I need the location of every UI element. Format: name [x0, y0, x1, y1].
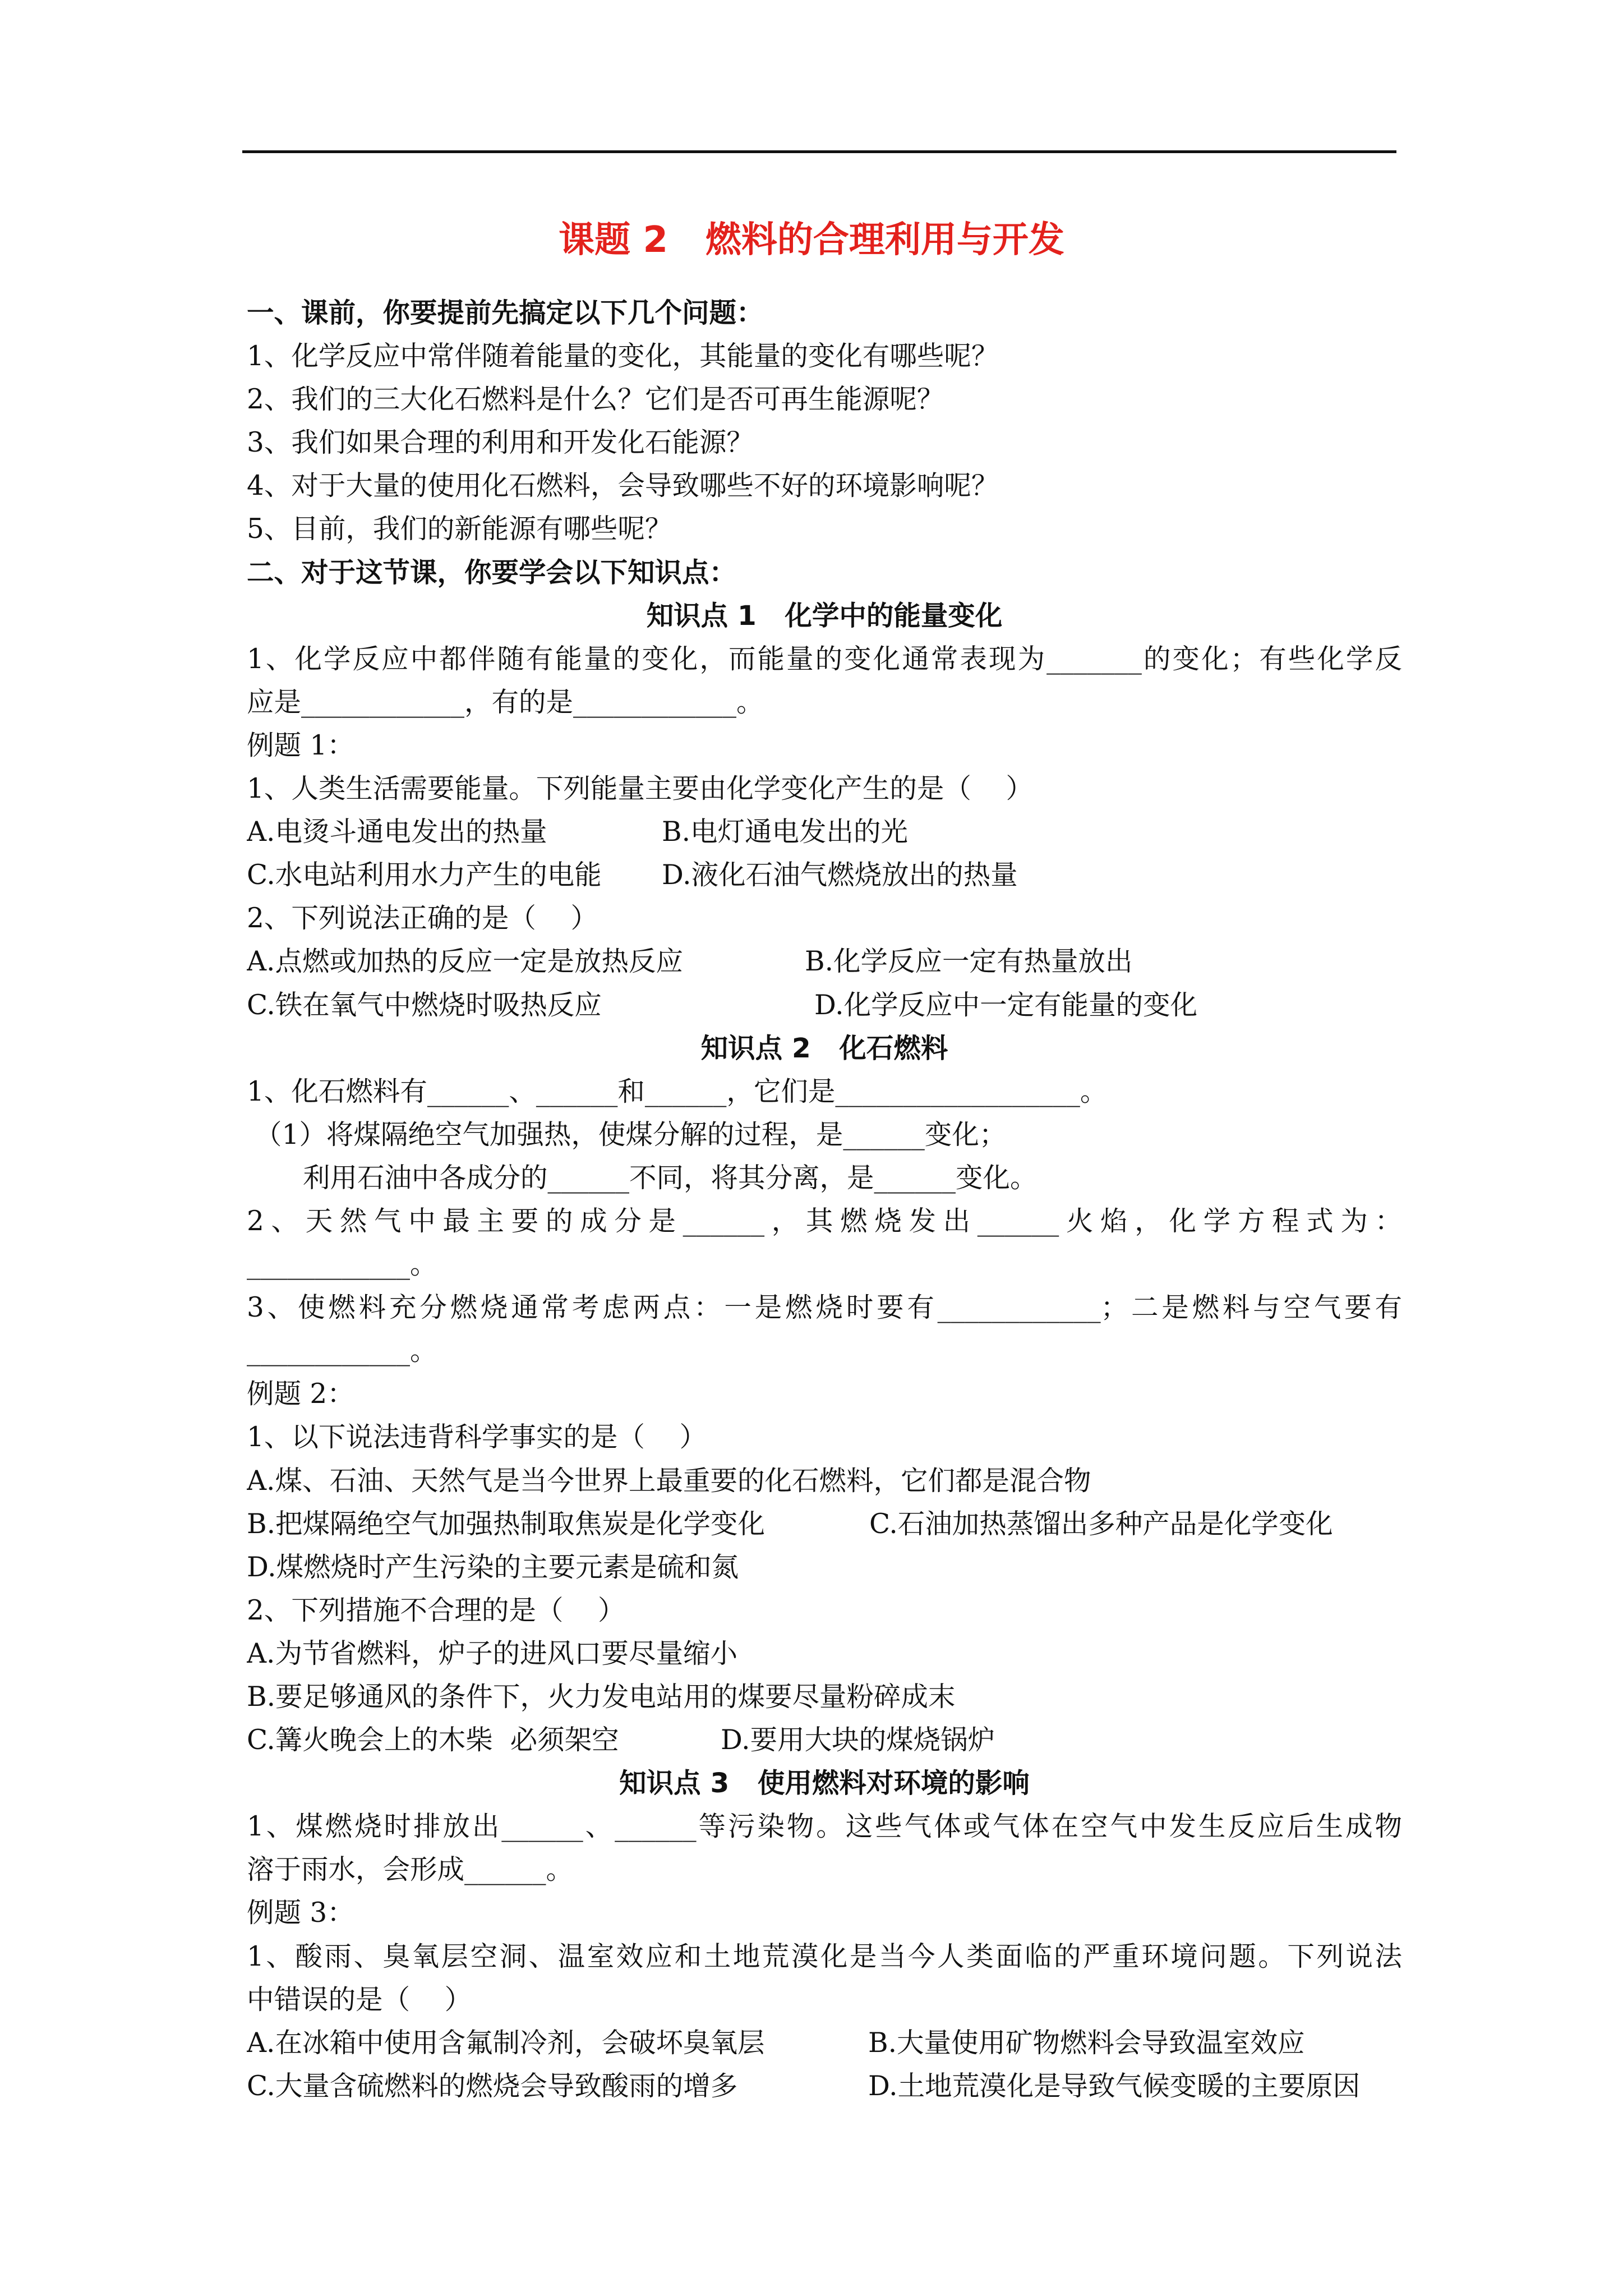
option-d: D.要用大块的煤烧锅炉 — [721, 1724, 995, 1756]
kp3-question1-line2: 溶于雨水，会形成______。 — [247, 1854, 574, 1886]
example2-label: 例题 2： — [247, 1378, 354, 1410]
kp2-question2-line2: ____________。 — [247, 1249, 437, 1281]
example2-q2-options-cd — [247, 1719, 1402, 1762]
page-title: 课题 2 燃料的合理利用与开发 — [559, 219, 1064, 261]
example2-q2-option-a: A.为节省燃料，炉子的进风口要尽量缩小 — [247, 1637, 737, 1669]
example1-q1-options-ab — [247, 811, 1402, 854]
kp2-question3-line2: ____________。 — [247, 1335, 437, 1367]
header-rule — [242, 150, 1396, 153]
example1-q2-stem: 2、下列说法正确的是（ ） — [247, 903, 598, 935]
option-b: B.把煤隔绝空气加强热制取焦炭是化学变化 — [247, 1508, 766, 1540]
option-a: A.在冰箱中使用含氟制冷剂，会破坏臭氧层 — [247, 2027, 765, 2059]
option-c: C.篝火晚会上的木柴 必须架空 — [247, 1724, 619, 1756]
option-c: C.石油加热蒸馏出多种产品是化学变化 — [869, 1508, 1333, 1540]
option-b: B.电灯通电发出的光 — [662, 816, 909, 848]
section1-heading: 一、课前，你要提前先搞定以下几个问题： — [247, 297, 764, 329]
option-a: A.点燃或加热的反应一定是放热反应 — [247, 946, 683, 978]
example2-q2-option-b: B.要足够通风的条件下，火力发电站用的煤要尽量粉碎成末 — [247, 1681, 956, 1713]
example1-label: 例题 1： — [247, 729, 354, 761]
kp2-title: 知识点 2 化石燃料 — [700, 1032, 948, 1064]
worksheet-body — [247, 292, 1402, 2108]
option-d: D.化学反应中一定有能量的变化 — [814, 989, 1198, 1021]
prep-question-3: 3、我们如果合理的利用和开发化石能源？ — [247, 427, 754, 459]
example1-q2-options-cd — [247, 984, 1402, 1027]
option-a: A.电烫斗通电发出的热量 — [247, 816, 547, 848]
kp2-question2-line1: 2、天然气中最主要的成分是______，其燃烧发出______火焰，化学方程式为： — [247, 1205, 1402, 1237]
example3-q1-stem-line2: 中错误的是（ ） — [247, 1984, 472, 2016]
kp2-question3-line1: 3、使燃料充分燃烧通常考虑两点：一是燃烧时要有____________；二是燃料与空气要有 — [247, 1292, 1402, 1324]
option-b: B.大量使用矿物燃料会导致温室效应 — [868, 2027, 1305, 2059]
kp2-question1-sub1: （1）将煤隔绝空气加强热，使煤分解的过程，是______变化； — [255, 1119, 1007, 1151]
option-c: C.水电站利用水力产生的电能 — [247, 859, 602, 891]
prep-question-1: 1、化学反应中常伴随着能量的变化，其能量的变化有哪些呢？ — [247, 341, 999, 372]
prep-question-5: 5、目前，我们的新能源有哪些呢？ — [247, 513, 672, 545]
kp2-question1: 1、化石燃料有______、______和______，它们是__________________。 — [247, 1075, 1108, 1107]
example2-q1-options-bc — [247, 1503, 1402, 1546]
example2-q1-option-a: A.煤、石油、天然气是当今世界上最重要的化石燃料，它们都是混合物 — [247, 1465, 1091, 1497]
example3-q1-options-ab — [247, 2022, 1402, 2065]
example3-q1-options-cd — [247, 2065, 1402, 2108]
example1-q1-stem: 1、人类生活需要能量。下列能量主要由化学变化产生的是（ ） — [247, 773, 1034, 805]
prep-question-2: 2、我们的三大化石燃料是什么？它们是否可再生能源呢？ — [247, 384, 944, 416]
example2-q1-stem: 1、以下说法违背科学事实的是（ ） — [247, 1421, 707, 1453]
section2-heading: 二、对于这节课，你要学会以下知识点： — [247, 556, 737, 588]
example1-q2-options-ab — [247, 940, 1402, 983]
option-c: C.大量含硫燃料的燃烧会导致酸雨的增多 — [247, 2070, 738, 2102]
option-c: C.铁在氧气中燃烧时吸热反应 — [247, 989, 602, 1021]
kp1-question1-line1: 1、化学反应中都伴随有能量的变化，而能量的变化通常表现为_______的变化；有些化学反 — [247, 643, 1402, 675]
kp1-title: 知识点 1 化学中的能量变化 — [646, 600, 1003, 632]
option-d: D.土地荒漠化是导致气候变暖的主要原因 — [868, 2070, 1361, 2102]
kp3-question1-line1: 1、煤燃烧时排放出______、______等污染物。这些气体或气体在空气中发生反应后生成物 — [247, 1811, 1402, 1843]
option-d: D.液化石油气燃烧放出的热量 — [662, 859, 1018, 891]
example2-q1-option-d: D.煤燃烧时产生污染的主要元素是硫和氮 — [247, 1551, 739, 1583]
example3-label: 例题 3： — [247, 1897, 354, 1929]
example3-q1-stem-line1: 1、酸雨、臭氧层空洞、温室效应和土地荒漠化是当今人类面临的严重环境问题。下列说法 — [247, 1940, 1402, 1972]
example1-q1-options-cd — [247, 854, 1402, 897]
kp2-question1-sub2: 利用石油中各成分的______不同，将其分离，是______变化。 — [303, 1162, 1038, 1194]
kp1-question1-line2: 应是____________，有的是____________。 — [247, 686, 764, 718]
prep-question-4: 4、对于大量的使用化石燃料，会导致哪些不好的环境影响呢？ — [247, 470, 999, 502]
kp3-title: 知识点 3 使用燃料对环境的影响 — [619, 1768, 1030, 1800]
option-b: B.化学反应一定有热量放出 — [805, 946, 1133, 978]
example2-q2-stem: 2、下列措施不合理的是（ ） — [247, 1594, 625, 1626]
